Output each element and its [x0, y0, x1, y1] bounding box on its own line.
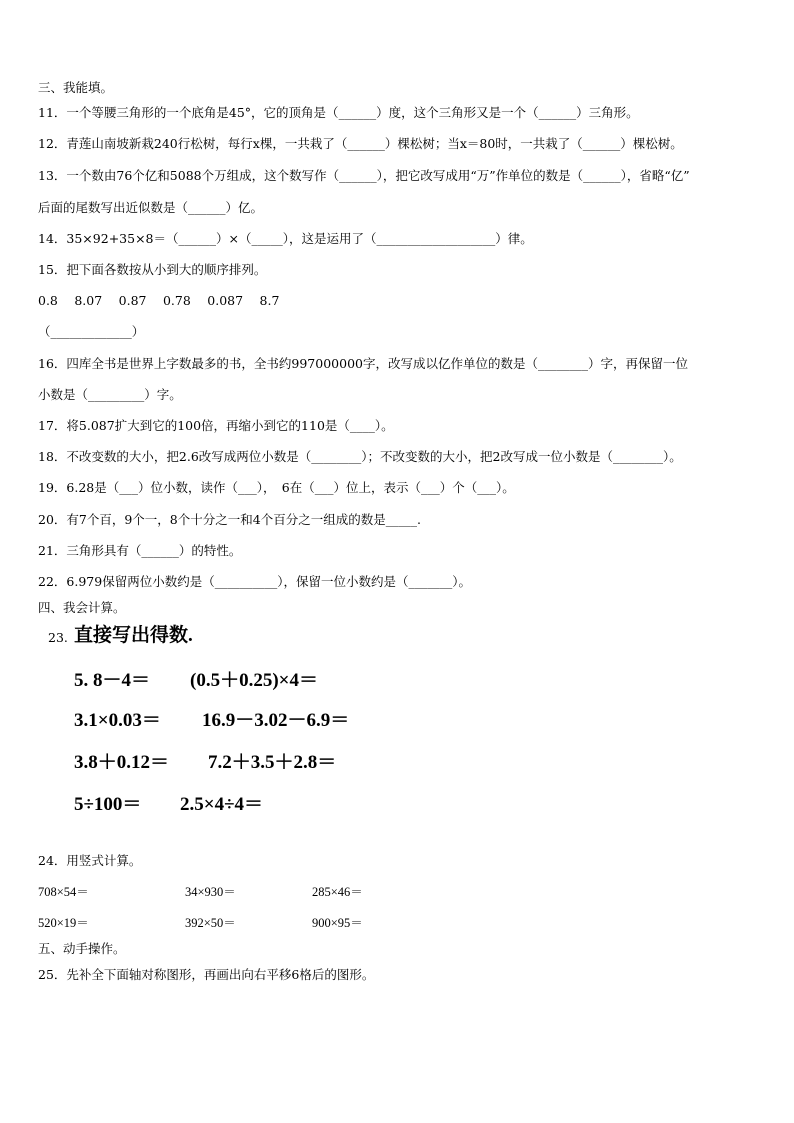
- question-19: 19．6.28是（___）位小数，读作（___）， 6在（___）位上，表示（___）个（___）。: [38, 480, 515, 495]
- vertical-calc-item: 392×50＝: [185, 916, 236, 930]
- question-24: 24．用竖式计算。: [38, 853, 142, 868]
- mental-calc-item: 2.5×4÷4＝: [180, 794, 264, 815]
- question-21: 21．三角形具有（______）的特性。: [38, 543, 242, 558]
- question-12: 12．青莲山南坡新栽240行松树，每行x棵，一共栽了（______）棵松树；当x＝80时，一共栽了（______）棵松树。: [38, 136, 683, 151]
- mental-calc-item: (0.5＋0.25)×4＝: [190, 670, 318, 691]
- mental-calc-item: 5. 8－4＝: [74, 670, 151, 691]
- vertical-calc-item: 34×930＝: [185, 885, 236, 899]
- question-13-line-2: 后面的尾数写出近似数是（______）亿。: [38, 200, 264, 215]
- section-3-heading: 三、我能填。: [38, 80, 114, 95]
- question-15-answer-blank: （_____________）: [38, 324, 145, 339]
- mental-calc-item: 16.9－3.02－6.9＝: [202, 710, 350, 731]
- question-23-title: 直接写出得数.: [74, 625, 193, 646]
- mental-calc-item: 7.2＋3.5＋2.8＝: [208, 752, 337, 773]
- question-15: 15．把下面各数按从小到大的顺序排列。: [38, 262, 267, 277]
- question-13-line-1: 13．一个数由76个亿和5088个万组成，这个数写作（______），把它改写成用“万”作单位的数是（______），省略“亿”: [38, 168, 690, 183]
- question-20: 20．有7个百，9个一，8个十分之一和4个百分之一组成的数是_____.: [38, 512, 421, 527]
- vertical-calc-item: 708×54＝: [38, 885, 89, 899]
- section-4-heading: 四、我会计算。: [38, 600, 126, 615]
- question-16-line-2: 小数是（_________）字。: [38, 387, 182, 402]
- vertical-calc-item: 900×95＝: [312, 916, 363, 930]
- question-22: 22．6.979保留两位小数约是（__________），保留一位小数约是（_______）。: [38, 574, 471, 589]
- question-14: 14．35×92+35×8＝（______）×（_____），这是运用了（___________________）律。: [38, 231, 533, 246]
- question-25: 25．先补全下面轴对称图形，再画出向右平移6格后的图形。: [38, 967, 375, 982]
- mental-calc-item: 3.1×0.03＝: [74, 710, 161, 731]
- question-15-numbers: 0.8 8.07 0.87 0.78 0.087 8.7: [38, 293, 280, 308]
- vertical-calc-item: 285×46＝: [312, 885, 363, 899]
- question-18: 18．不改变数的大小，把2.6改写成两位小数是（________）；不改变数的大小，把2改写成一位小数是（________）。: [38, 449, 682, 464]
- vertical-calc-item: 520×19＝: [38, 916, 89, 930]
- section-5-heading: 五、动手操作。: [38, 941, 126, 956]
- question-11: 11．一个等腰三角形的一个底角是45°，它的顶角是（______）度，这个三角形又是一个（______）三角形。: [38, 105, 639, 120]
- mental-calc-item: 5÷100＝: [74, 794, 142, 815]
- question-17: 17．将5.087扩大到它的100倍，再缩小到它的110是（____）。: [38, 418, 394, 433]
- question-16-line-1: 16．四库全书是世界上字数最多的书，全书约997000000字，改写成以亿作单位的数是（________）字，再保留一位: [38, 356, 688, 371]
- question-23-number: 23.: [48, 630, 68, 645]
- mental-calc-item: 3.8＋0.12＝: [74, 752, 170, 773]
